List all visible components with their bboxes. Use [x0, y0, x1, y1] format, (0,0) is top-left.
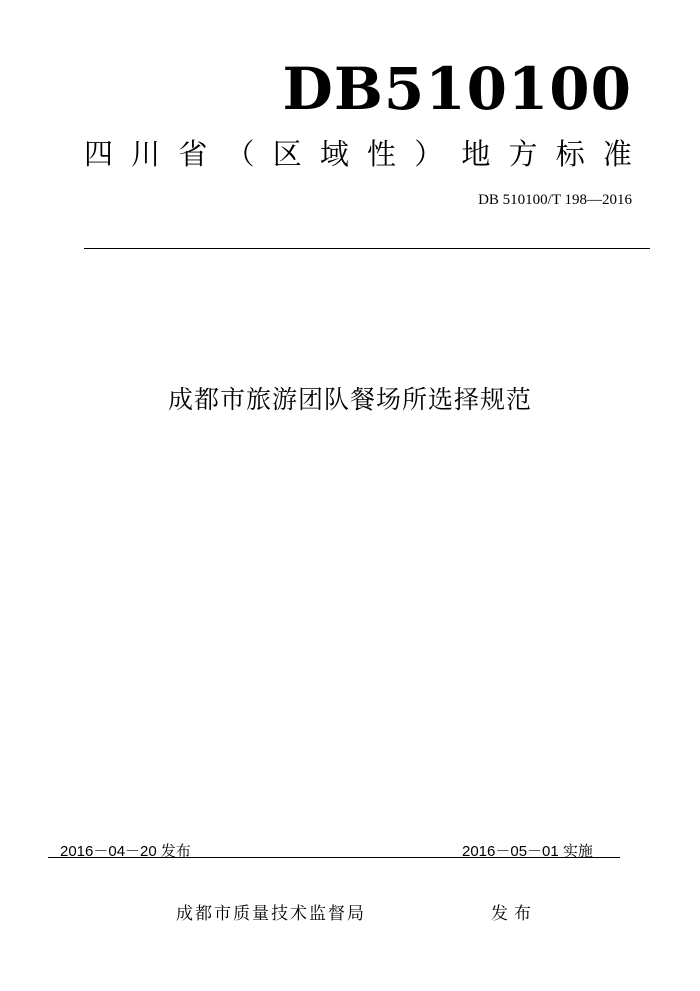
issuing-authority: 成都市质量技术监督局 — [176, 904, 366, 924]
standard-type-char: 准 — [602, 137, 632, 171]
header-divider — [84, 248, 650, 249]
implementation-date: 2016－05－01 实施 — [462, 843, 593, 860]
standard-type-char: 性 — [367, 137, 397, 171]
document-title: 成都市旅游团队餐场所选择规范 — [167, 385, 532, 414]
standard-type-char: 标 — [555, 137, 585, 171]
issue-date: 2016－04－20 发布 — [60, 843, 191, 860]
standard-type-char: （ — [225, 137, 255, 171]
standard-number: DB 510100/T 198—2016 — [478, 192, 632, 208]
standard-type-char: ） — [414, 137, 444, 171]
publish-label: 发布 — [491, 904, 537, 924]
standard-type-char: 川 — [131, 137, 161, 171]
standard-type-char: 区 — [272, 137, 302, 171]
standard-type-char: 省 — [178, 137, 208, 171]
standard-type — [84, 134, 632, 174]
footer-divider — [48, 857, 620, 858]
standard-type-char: 地 — [461, 137, 491, 171]
standard-type-char: 方 — [508, 137, 538, 171]
standard-type-char: 域 — [319, 137, 349, 171]
standard-type-char: 四 — [84, 137, 114, 171]
standard-code: DB510100 — [282, 55, 632, 123]
